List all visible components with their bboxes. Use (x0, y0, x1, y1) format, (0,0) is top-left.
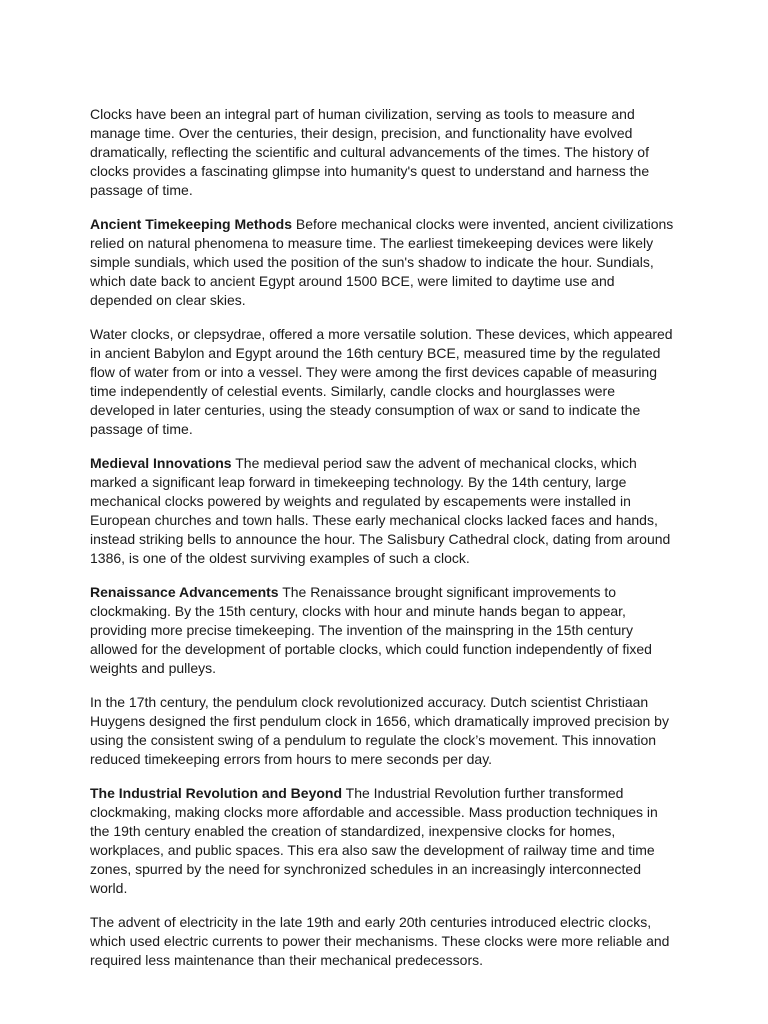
document-body (90, 105, 680, 970)
water-clocks-paragraph (90, 325, 680, 439)
paragraph-text: Clocks have been an integral part of human civilization, serving as tools to measure and manage time. Over the centuries, their design, precision, and functionality have evolved dramatically, reflecting the scientific and cultural advancements of the times. The history of clocks provides a fascinating glimpse into humanity's quest to understand and harness the passage of time. (90, 106, 650, 198)
section-heading-ancient-timekeeping: Ancient Timekeeping Methods (90, 216, 292, 232)
paragraph-text: The advent of electricity in the late 19th and early 20th centuries introduced electric clocks, which used electric currents to power their mechanisms. These clocks were more reliable and required less maintenance than their mechanical predecessors. (90, 914, 670, 968)
section-heading-medieval-innovations: Medieval Innovations (90, 455, 232, 471)
medieval-innovations-paragraph (90, 454, 680, 568)
paragraph-text: In the 17th century, the pendulum clock revolutionized accuracy. Dutch scientist Christiaan Huygens designed the first pendulum clock in 1656, which dramatically improved precision by using the consistent swing of a pendulum to regulate the clock’s movement. This innovation reduced timekeeping errors from hours to mere seconds per day. (90, 694, 669, 767)
ancient-timekeeping-paragraph (90, 215, 680, 310)
paragraph-text: Water clocks, or clepsydrae, offered a more versatile solution. These devices, which appeared in ancient Babylon and Egypt around the 16th century BCE, measured time by the regulated flow of water from or into a vessel. They were among the first devices capable of measuring time independently of celestial events. Similarly, candle clocks and hourglasses were developed in later centuries, using the steady consumption of wax or sand to indicate the passage of time. (90, 326, 673, 437)
paragraph-text: The Renaissance brought significant improvements to clockmaking. By the 15th century, clocks with hour and minute hands began to appear, providing more precise timekeeping. The invention of the mainspring in the 15th century allowed for the development of portable clocks, which could function independently of fixed weights and pulleys. (90, 584, 652, 676)
paragraph-text: Before mechanical clocks were invented, ancient civilizations relied on natural phenomena to measure time. The earliest timekeeping devices were likely simple sundials, which used the position of the sun's shadow to indicate the hour. Sundials, which date back to ancient Egypt around 1500 BCE, were limited to daytime use and depended on clear skies. (90, 216, 674, 308)
paragraph-text: The Industrial Revolution further transformed clockmaking, making clocks more affordable and accessible. Mass production techniques in the 19th century enabled the creation of standardized, inexpensive clocks for homes, workplaces, and public spaces. This era also saw the development of railway time and time zones, spurred by the need for synchronized schedules in an increasingly interconnected world. (90, 785, 658, 896)
section-heading-industrial-revolution: The Industrial Revolution and Beyond (90, 785, 343, 801)
industrial-revolution-paragraph (90, 784, 680, 898)
paragraph-text: The medieval period saw the advent of mechanical clocks, which marked a significant leap forward in timekeeping technology. By the 14th century, large mechanical clocks powered by weights and regulated by escapements were installed in European churches and town halls. These early mechanical clocks lacked faces and hands, instead striking bells to announce the hour. The Salisbury Cathedral clock, dating from around 1386, is one of the oldest surviving examples of such a clock. (90, 455, 671, 566)
intro-paragraph (90, 105, 680, 200)
section-heading-renaissance-advancements: Renaissance Advancements (90, 584, 279, 600)
pendulum-clock-paragraph (90, 693, 680, 769)
electric-clocks-paragraph (90, 913, 680, 970)
renaissance-advancements-paragraph (90, 583, 680, 678)
